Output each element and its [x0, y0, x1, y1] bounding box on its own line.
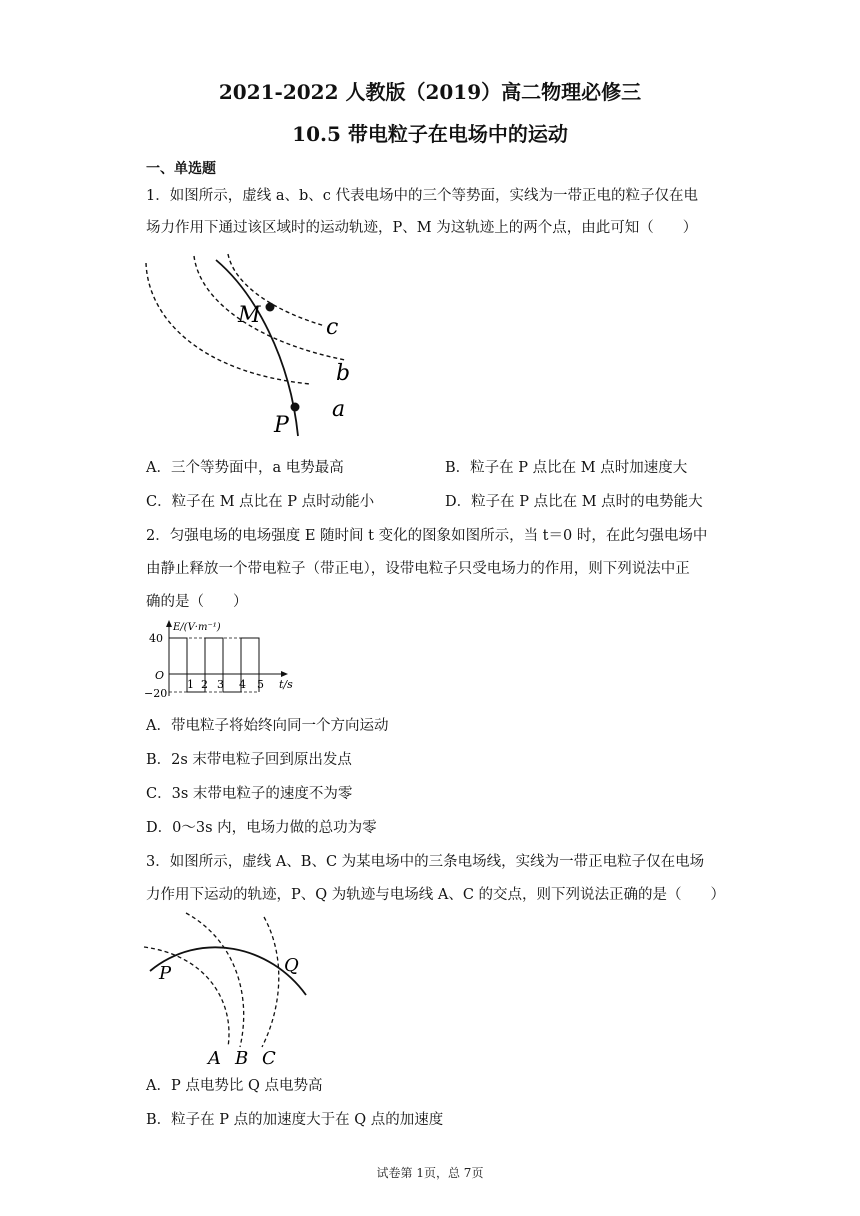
q1-label-P: P [274, 413, 289, 438]
q2-y-tick-minus20: −20 [144, 687, 168, 700]
q2-stem-line3: 确的是（ ） [146, 594, 248, 610]
q2-y-axis-arrow [166, 620, 172, 627]
q3-label-P: P [159, 963, 172, 984]
exam-title: 2021-2022 人教版（2019）高二物理必修三 [218, 80, 642, 104]
q3-field-line-C [262, 917, 279, 1047]
lesson-title: 10.5 带电粒子在电场中的运动 [292, 122, 568, 146]
q2-stem-line2: 由静止释放一个带电粒子（带正电），设带电粒子只受电场力的作用，则下列说法中正 [146, 561, 690, 577]
q1-label-a: a [332, 397, 346, 422]
q3-stem-line1: 3．如图所示，虚线 A、B、C 为某电场中的三条电场线，实线为一带正电粒子仅在电场 [146, 854, 705, 870]
q1-equipotential-figure [140, 248, 370, 443]
q3-option-b[interactable]: B．粒子在 P 点的加速度大于在 Q 点的加速度 [146, 1112, 444, 1128]
q1-dashed-arc-left [146, 263, 310, 384]
q1-option-b[interactable]: B．粒子在 P 点比在 M 点时加速度大 [445, 460, 688, 476]
page-footer: 试卷第 1页，总 7页 [376, 1166, 484, 1180]
q2-x-axis-label: t/s [279, 678, 293, 691]
q2-x-tick-4: 4 [239, 678, 246, 691]
q2-stem-line1: 2．匀强电场的电场强度 E 随时间 t 变化的图象如图所示，当 t＝0 时，在此匀强电场中 [146, 528, 708, 544]
q2-option-c[interactable]: C．3s 末带电粒子的速度不为零 [146, 786, 353, 802]
q1-option-c[interactable]: C．粒子在 M 点比在 P 点时动能小 [146, 494, 375, 510]
q2-origin-label: O [155, 669, 165, 682]
q3-field-line-A [144, 947, 229, 1047]
q3-label-Q: Q [284, 955, 299, 976]
q1-label-c: c [326, 315, 339, 340]
q2-x-axis-arrow [281, 671, 288, 677]
q2-x-tick-5: 5 [257, 678, 264, 691]
q1-point-M-dot [266, 303, 275, 312]
q3-field-line-B [186, 913, 244, 1047]
q2-option-a[interactable]: A．带电粒子将始终向同一个方向运动 [146, 718, 389, 734]
q2-x-tick-1: 1 [187, 678, 194, 691]
q2-option-b[interactable]: B．2s 末带电粒子回到原出发点 [146, 752, 352, 768]
q2-x-tick-3: 3 [217, 678, 224, 691]
q1-stem-line2: 场力作用下通过该区域时的运动轨迹，P、M 为这轨迹上的两个点，由此可知（ ） [146, 220, 698, 236]
q2-y-axis-label: E/(V·m⁻¹) [173, 622, 221, 633]
q1-label-b: b [336, 361, 351, 386]
q3-field-line-figure [140, 905, 320, 1070]
q2-option-d[interactable]: D．0～3s 内，电场力做的总功为零 [146, 820, 377, 836]
q1-trajectory-curve [216, 260, 298, 436]
q1-point-P-dot [291, 403, 300, 412]
q1-option-d[interactable]: D．粒子在 P 点比在 M 点时的电势能大 [445, 494, 703, 510]
section-heading: 一、单选题 [146, 161, 216, 177]
q1-label-M: M [238, 303, 261, 328]
q3-option-a[interactable]: A．P 点电势比 Q 点电势高 [146, 1078, 323, 1094]
q1-option-a[interactable]: A．三个等势面中，a 电势最高 [146, 460, 344, 476]
q2-field-time-graph [140, 618, 310, 703]
q3-label-B: B [235, 1048, 249, 1069]
q1-stem-line1: 1．如图所示，虚线 a、b、c 代表电场中的三个等势面，实线为一带正电的粒子仅在电 [146, 188, 698, 204]
q2-y-tick-40: 40 [149, 632, 163, 645]
q3-stem-line2: 力作用下运动的轨迹，P、Q 为轨迹与电场线 A、C 的交点，则下列说法正确的是（ ） [146, 887, 726, 903]
q3-label-C: C [262, 1048, 276, 1069]
q3-label-A: A [208, 1048, 221, 1069]
q2-x-tick-2: 2 [201, 678, 208, 691]
